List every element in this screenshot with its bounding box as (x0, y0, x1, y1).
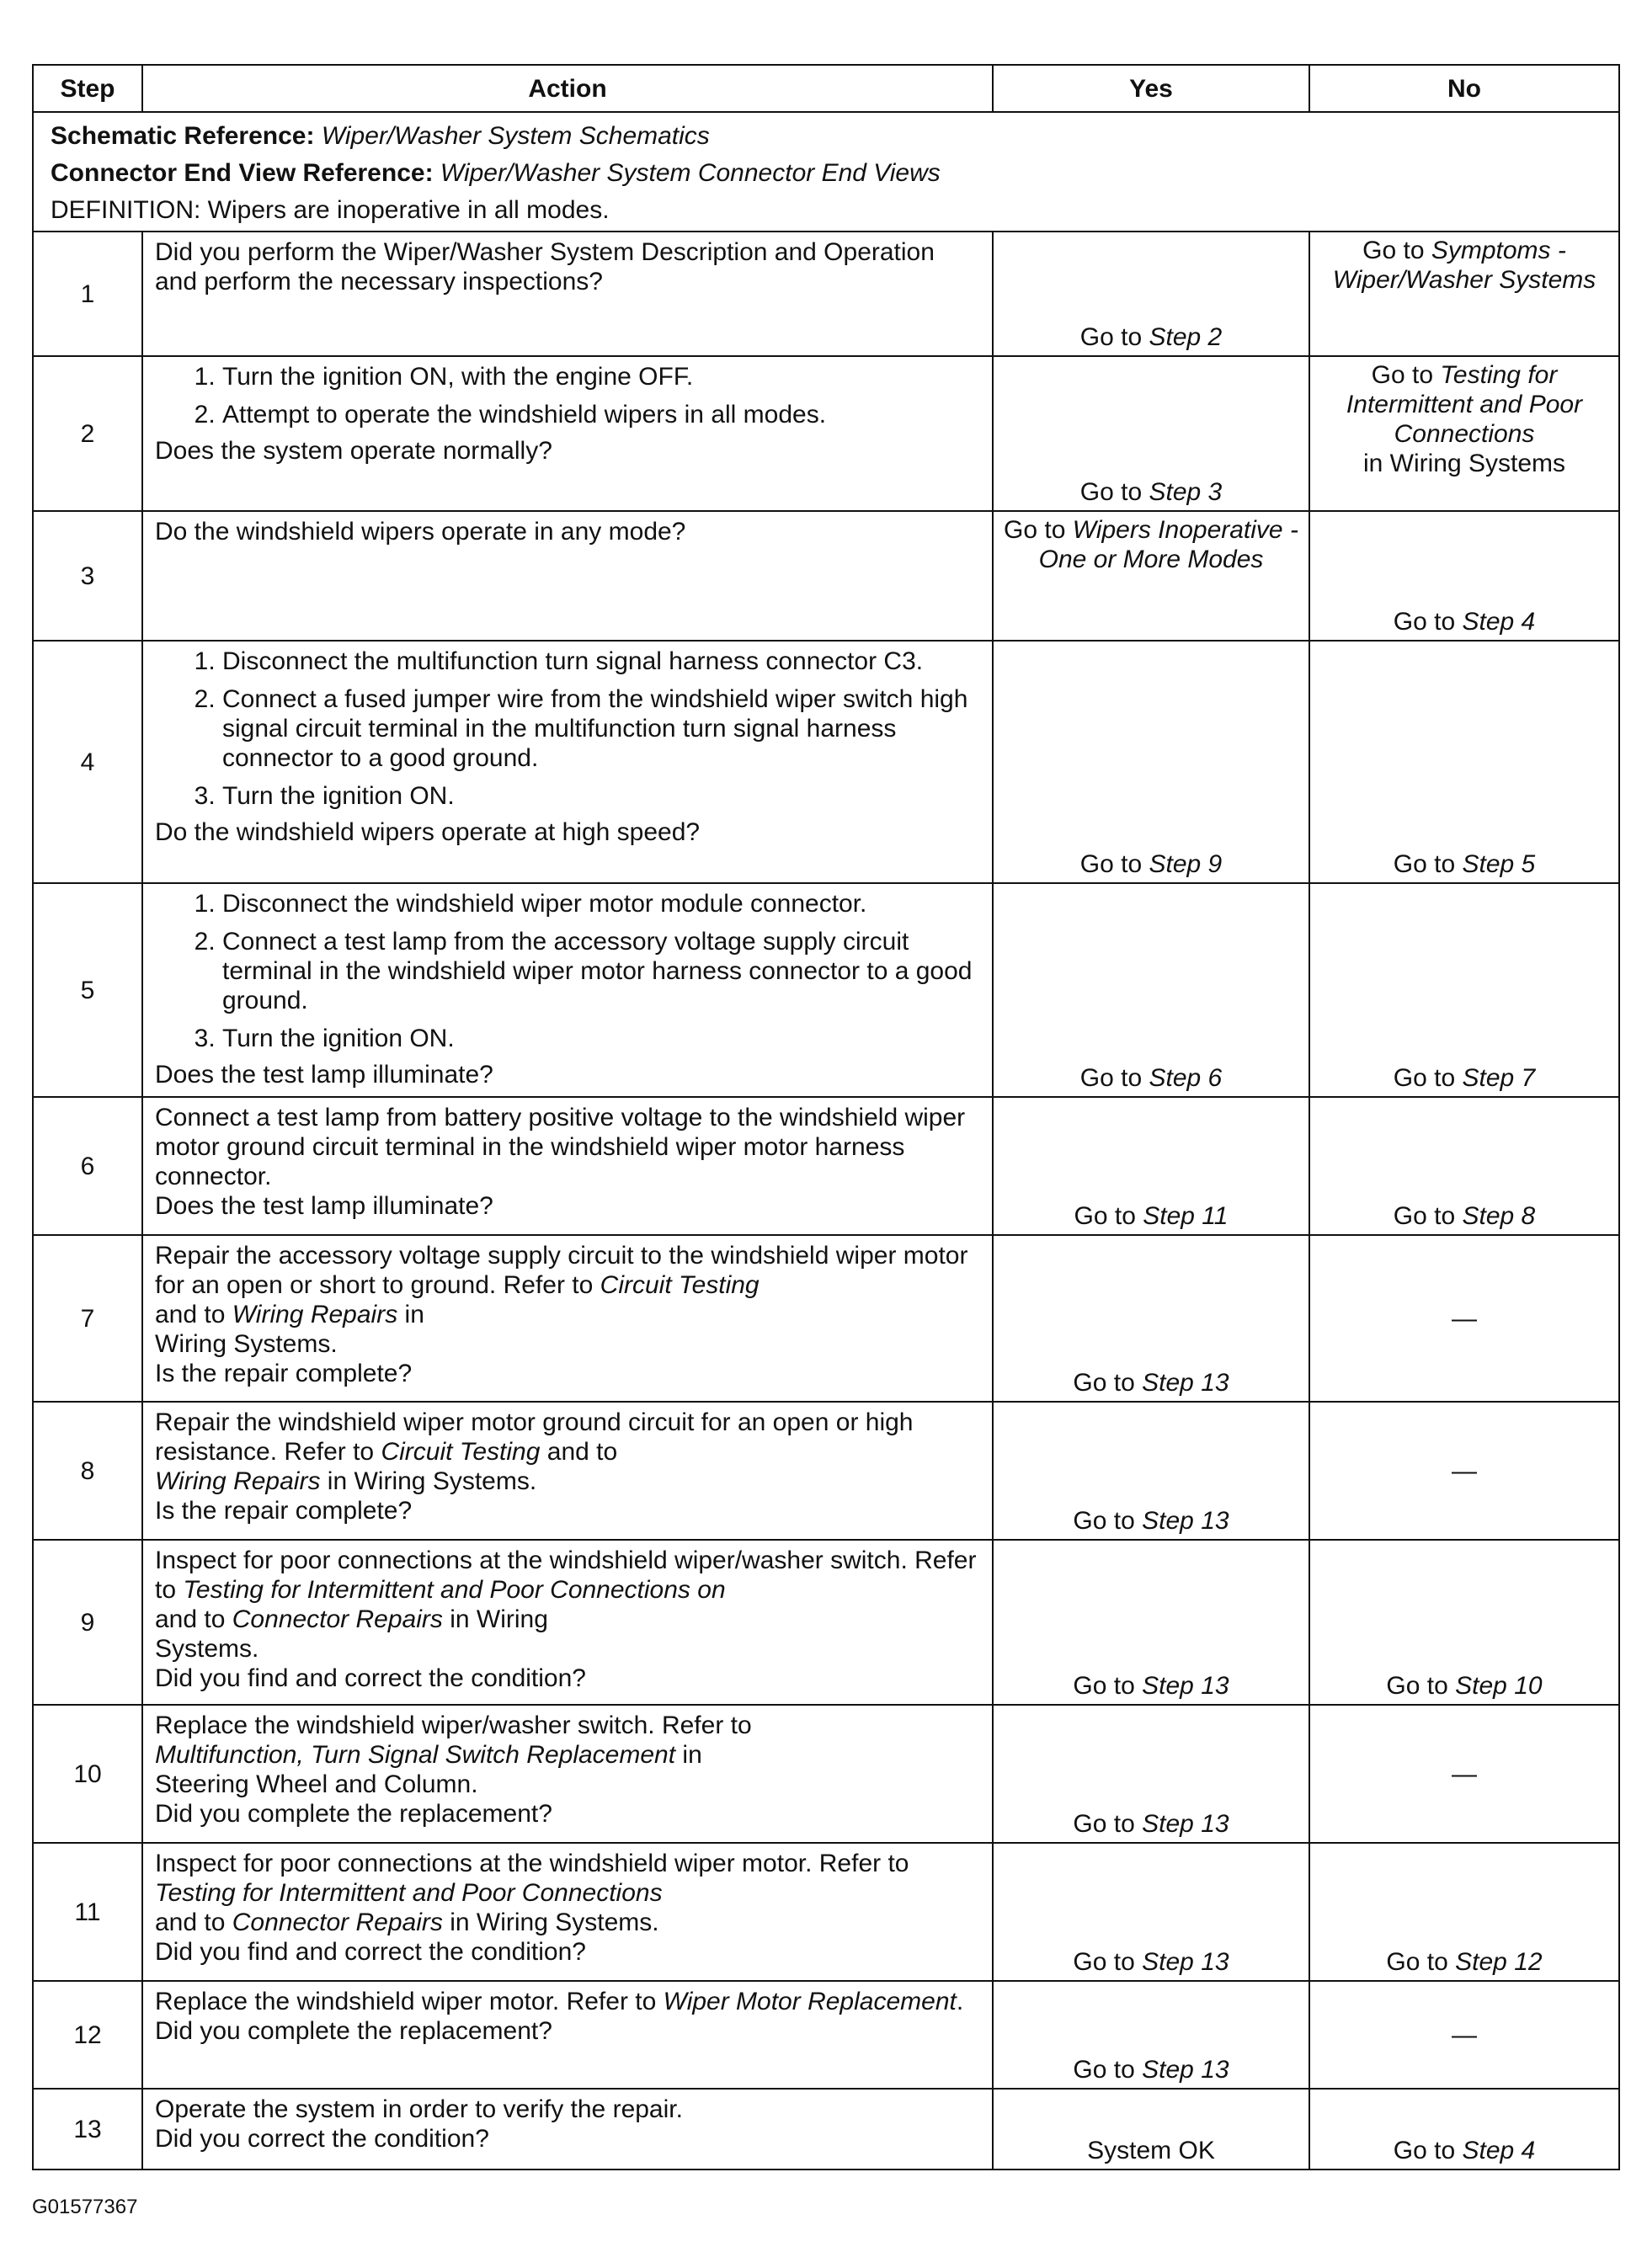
no-target: Step 10 (1455, 1672, 1543, 1700)
step-number: 2 (33, 356, 142, 511)
schematic-reference-label: Schematic Reference: (51, 122, 315, 150)
yes-target: Step 11 (1143, 1202, 1229, 1230)
no-cell (1309, 356, 1619, 511)
text-segment: and to (155, 1605, 232, 1633)
yes-cell (993, 883, 1309, 1097)
step-number: 11 (33, 1843, 142, 1981)
yes-cell (993, 1540, 1309, 1705)
yes-target: Step 6 (1149, 1064, 1223, 1092)
reference-link: Multifunction, Turn Signal Switch Replacement (155, 1741, 676, 1769)
connector-reference-value: Wiper/Washer System Connector End Views (440, 159, 941, 187)
step-action (142, 1402, 993, 1540)
text-segment: in Wiring Systems. (320, 1467, 537, 1495)
no-target: Testing for Intermittent and Poor Connections (1346, 361, 1583, 448)
no-cell: — (1309, 1705, 1619, 1843)
list-item: 1. Disconnect the multifunction turn signal harness connector C3. (222, 647, 980, 676)
text-segment: Replace the windshield wiper/washer switch. Refer to (155, 1712, 752, 1739)
connector-reference (51, 155, 1602, 192)
no-cell: — (1309, 1235, 1619, 1402)
text-segment: Inspect for poor connections at the windshield wiper motor. Refer to (155, 1850, 909, 1877)
no-target: Symptoms - Wiper/Washer Systems (1332, 237, 1596, 294)
yes-prefix: Go to (1079, 850, 1149, 878)
action-text (155, 1849, 980, 1937)
text-segment: Repair the windshield wiper motor ground circuit for an open or high resistance. Refer to (155, 1408, 914, 1466)
table-row (33, 356, 1619, 511)
action-text: Operate the system in order to verify the repair. (155, 2095, 683, 2123)
reference-link: Wiper Motor Replacement (663, 1988, 957, 2015)
no-prefix: Go to (1393, 850, 1463, 878)
table-row (33, 641, 1619, 883)
step-list (155, 889, 980, 1053)
list-item: 3. Turn the ignition ON. (222, 781, 980, 811)
reference-link: and to (155, 1301, 232, 1328)
yes-target: Step 13 (1142, 1948, 1229, 1976)
yes-target: Wipers Inoperative - One or More Modes (1038, 516, 1298, 573)
yes-prefix: Go to (1073, 1810, 1143, 1838)
yes-cell (993, 641, 1309, 883)
table-row (33, 1705, 1619, 1843)
text-segment: . (956, 1988, 964, 2015)
text-segment: and to (540, 1438, 618, 1466)
no-cell (1309, 232, 1619, 356)
list-item: 1. Disconnect the windshield wiper motor module connector. (222, 889, 980, 918)
yes-cell (993, 1402, 1309, 1540)
step-action (142, 232, 993, 356)
no-cell: — (1309, 1402, 1619, 1540)
yes-cell (993, 1235, 1309, 1402)
no-prefix: Go to (1393, 1202, 1463, 1230)
step-action (142, 356, 993, 511)
yes-target: Step 3 (1149, 478, 1223, 506)
yes-cell (993, 1981, 1309, 2089)
table-row (33, 2089, 1619, 2170)
yes-target: Step 13 (1142, 1672, 1229, 1700)
reference-link: Testing for Intermittent and Poor Connections (155, 1879, 663, 1907)
no-cell: — (1309, 1981, 1619, 2089)
table-row (33, 1402, 1619, 1540)
step-action (142, 883, 993, 1097)
no-target: Step 4 (1462, 2137, 1536, 2164)
no-target: Step 5 (1462, 850, 1536, 878)
yes-cell (993, 356, 1309, 511)
yes-cell (993, 1705, 1309, 1843)
no-cell (1309, 883, 1619, 1097)
connector-reference-label: Connector End View Reference: (51, 159, 434, 187)
step-action (142, 641, 993, 883)
yes-prefix: Go to (1073, 1672, 1143, 1700)
no-prefix: Go to (1371, 361, 1441, 389)
no-target: Step 8 (1462, 1202, 1536, 1230)
text-segment: Repair the accessory voltage supply circuit to the windshield wiper motor for an open or short to ground. Refer to (155, 1242, 968, 1299)
step-number: 12 (33, 1981, 142, 2089)
step-list (155, 647, 980, 811)
header-no: No (1309, 65, 1619, 112)
reference-row (33, 112, 1619, 232)
action-text: Connect a test lamp from battery positive voltage to the windshield wiper motor ground circuit terminal in the windshield wiper motor harness connector. (155, 1104, 966, 1190)
table-row (33, 511, 1619, 641)
action-question: Did you correct the condition? (155, 2125, 489, 2153)
step-action (142, 1705, 993, 1843)
yes-prefix: Go to (1074, 1202, 1143, 1230)
yes-prefix: Go to (1073, 1369, 1143, 1397)
action-text (155, 1711, 980, 1799)
action-question: Did you find and correct the condition? (155, 1664, 586, 1692)
action-text (155, 1241, 980, 1359)
text-segment: Steering Wheel and Column. (155, 1770, 478, 1798)
step-number: 9 (33, 1540, 142, 1705)
step-number: 10 (33, 1705, 142, 1843)
action-question: Did you complete the replacement? (155, 2017, 552, 2045)
no-prefix: Go to (1386, 1672, 1456, 1700)
yes-prefix: Go to (1079, 323, 1149, 351)
no-target: Step 4 (1462, 608, 1536, 636)
table-row (33, 232, 1619, 356)
action-question: Do the windshield wipers operate at high speed? (155, 818, 701, 846)
figure-id: G01577367 (32, 2196, 138, 2218)
step-action (142, 1981, 993, 2089)
table-header-row (33, 65, 1619, 112)
yes-target: Step 13 (1142, 1507, 1229, 1535)
reference-link: Circuit Testing (381, 1438, 541, 1466)
table-row (33, 883, 1619, 1097)
step-number: 8 (33, 1402, 142, 1540)
list-item: 3. Turn the ignition ON. (222, 1024, 980, 1053)
schematic-reference-value: Wiper/Washer System Schematics (321, 122, 710, 150)
yes-target: Step 13 (1142, 1810, 1229, 1838)
no-target: Step 7 (1462, 1064, 1536, 1092)
list-item: 2. Attempt to operate the windshield wipers in all modes. (222, 400, 980, 429)
list-item: 2. Connect a fused jumper wire from the windshield wiper switch high signal circuit terminal in the multifunction turn signal harness connector to a good ground. (222, 684, 980, 773)
yes-cell (993, 511, 1309, 641)
action-text (155, 1408, 980, 1496)
no-cell (1309, 1843, 1619, 1981)
no-prefix: Go to (1386, 1948, 1456, 1976)
text-segment: Systems. (155, 1635, 259, 1663)
table-row (33, 1540, 1619, 1705)
reference-link: Connector Repairs (232, 1909, 443, 1936)
step-number: 1 (33, 232, 142, 356)
header-action: Action (142, 65, 993, 112)
no-cell (1309, 641, 1619, 883)
yes-prefix: Go to (1073, 2056, 1143, 2084)
step-action (142, 1843, 993, 1981)
diagnostic-page (32, 64, 1618, 2170)
yes-prefix: Go to (1073, 1948, 1143, 1976)
list-item: 1. Turn the ignition ON, with the engine OFF. (222, 362, 980, 391)
diagnostic-table (32, 64, 1620, 2170)
action-text: Do the windshield wipers operate in any mode? (155, 518, 686, 546)
reference-link: Circuit Testing (600, 1271, 760, 1299)
step-number: 13 (33, 2089, 142, 2170)
text-segment: Inspect for poor connections at the windshield wiper/washer switch. Refer to (155, 1547, 977, 1604)
no-prefix: Go to (1393, 1064, 1463, 1092)
no-prefix: Go to (1362, 237, 1431, 264)
action-text (155, 1546, 980, 1664)
schematic-reference (51, 118, 1602, 155)
header-yes: Yes (993, 65, 1309, 112)
table-row (33, 1235, 1619, 1402)
yes-cell (993, 1097, 1309, 1235)
step-action (142, 1540, 993, 1705)
text-segment: in Wiring Systems. (442, 1909, 659, 1936)
yes-prefix: Go to (1079, 1064, 1149, 1092)
yes-prefix: Go to (1004, 516, 1073, 544)
reference-link: Wiring Repairs (232, 1301, 398, 1328)
reference-link: Wiring Repairs (155, 1467, 321, 1495)
step-list (155, 362, 980, 429)
definition: DEFINITION: Wipers are inoperative in all modes. (51, 196, 610, 224)
yes-cell (993, 232, 1309, 356)
yes-target: Step 9 (1149, 850, 1223, 878)
action-question: Does the test lamp illuminate? (155, 1061, 493, 1089)
step-number: 5 (33, 883, 142, 1097)
no-suffix: in Wiring Systems (1362, 450, 1566, 477)
reference-cell (33, 112, 1619, 232)
yes-target: Step 2 (1149, 323, 1223, 351)
action-question: Does the system operate normally? (155, 437, 552, 465)
step-action (142, 1235, 993, 1402)
yes-target: Step 13 (1142, 1369, 1229, 1397)
yes-cell: System OK (993, 2089, 1309, 2170)
header-step: Step (33, 65, 142, 112)
step-action (142, 1097, 993, 1235)
no-target: Step 12 (1455, 1948, 1543, 1976)
step-number: 4 (33, 641, 142, 883)
no-cell (1309, 2089, 1619, 2170)
no-cell (1309, 511, 1619, 641)
action-question: Is the repair complete? (155, 1497, 413, 1525)
yes-prefix: Go to (1073, 1507, 1143, 1535)
text-segment: Replace the windshield wiper motor. Refer to (155, 1988, 664, 2015)
yes-prefix: Go to (1079, 478, 1149, 506)
action-question: Is the repair complete? (155, 1360, 413, 1387)
table-row (33, 1097, 1619, 1235)
step-number: 6 (33, 1097, 142, 1235)
text-segment: and to (155, 1909, 232, 1936)
table-row (33, 1843, 1619, 1981)
action-question: Did you find and correct the condition? (155, 1938, 586, 1966)
text-segment: in (397, 1301, 424, 1328)
table-row (33, 1981, 1619, 2089)
reference-link: Testing for Intermittent and Poor Connections on (183, 1576, 726, 1604)
step-action (142, 2089, 993, 2170)
action-text (155, 1987, 980, 2016)
step-action (142, 511, 993, 641)
action-question: Does the test lamp illuminate? (155, 1192, 493, 1220)
text-segment: Wiring Systems. (155, 1330, 338, 1358)
yes-cell (993, 1843, 1309, 1981)
step-number: 7 (33, 1235, 142, 1402)
step-number: 3 (33, 511, 142, 641)
text-segment: in (675, 1741, 702, 1769)
action-question: Did you complete the replacement? (155, 1800, 552, 1828)
action-text: Did you perform the Wiper/Washer System Description and Operation and perform the necessary inspections? (155, 238, 935, 295)
no-cell (1309, 1540, 1619, 1705)
text-segment: in Wiring (442, 1605, 548, 1633)
reference-link: Connector Repairs (232, 1605, 443, 1633)
no-prefix: Go to (1393, 2137, 1463, 2164)
no-prefix: Go to (1393, 608, 1463, 636)
no-cell (1309, 1097, 1619, 1235)
list-item: 2. Connect a test lamp from the accessory voltage supply circuit terminal in the windshield wiper motor harness connector to a good ground. (222, 927, 980, 1015)
yes-target: Step 13 (1142, 2056, 1229, 2084)
